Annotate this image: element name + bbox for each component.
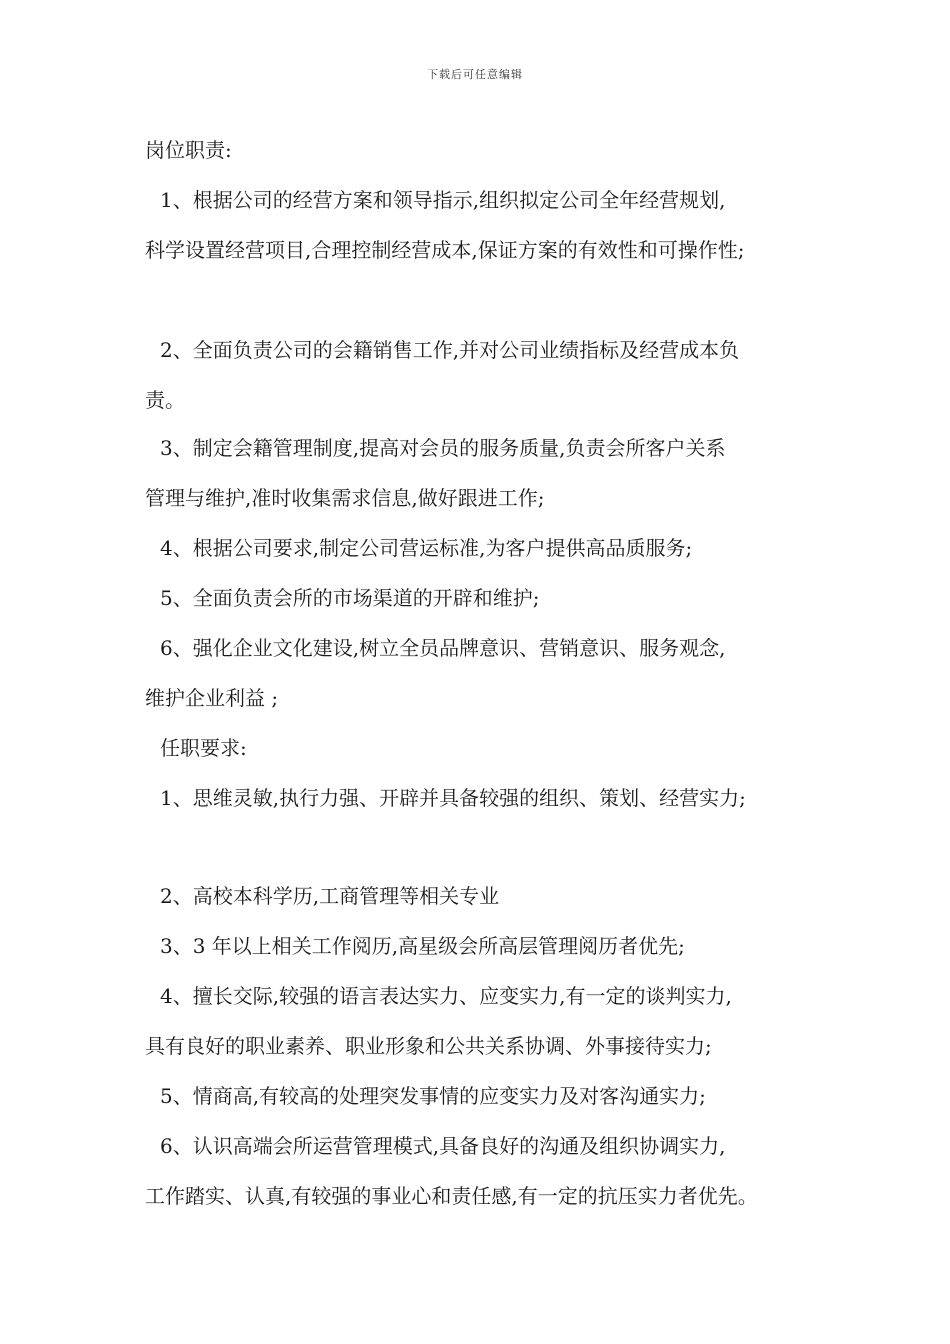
- page-header: 下载后可任意编辑: [427, 68, 523, 81]
- duty-item-1-line-2: 科学设置经营项目,合理控制经营成本,保证方案的有效性和可操作性;: [145, 238, 745, 262]
- requirement-item-6-line-1: 6、认识高端会所运营管理模式,具备良好的沟通及组织协调实力,: [160, 1134, 726, 1158]
- requirement-item-1: 1、思维灵敏,执行力强、开辟并具备较强的组织、策划、经营实力;: [160, 786, 746, 810]
- duty-item-2-line-2: 责。: [145, 388, 185, 412]
- requirement-item-3: 3、3 年以上相关工作阅历,高星级会所高层管理阅历者优先;: [160, 934, 685, 958]
- section-title-requirements: 任职要求:: [160, 736, 247, 760]
- duty-item-2-line-1: 2、全面负责公司的会籍销售工作,并对公司业绩指标及经营成本负: [160, 338, 740, 362]
- duty-item-3-line-1: 3、制定会籍管理制度,提高对会员的服务质量,负责会所客户关系: [160, 436, 726, 460]
- duty-item-6-line-2: 维护企业利益 ;: [145, 686, 279, 710]
- duty-item-5: 5、全面负责会所的市场渠道的开辟和维护;: [160, 586, 540, 610]
- requirement-item-4-line-1: 4、擅长交际,较强的语言表达实力、应变实力,有一定的谈判实力,: [160, 984, 732, 1008]
- duty-item-6-line-1: 6、强化企业文化建设,树立全员品牌意识、营销意识、服务观念,: [160, 636, 726, 660]
- requirement-item-6-line-2: 工作踏实、认真,有较强的事业心和责任感,有一定的抗压实力者优先。: [145, 1184, 758, 1208]
- requirement-item-2: 2、高校本科学历,工商管理等相关专业: [160, 884, 500, 908]
- section-title-duties: 岗位职责:: [145, 138, 232, 162]
- duty-item-1-line-1: 1、根据公司的经营方案和领导指示,组织拟定公司全年经营规划,: [160, 188, 726, 212]
- duty-item-3-line-2: 管理与维护,准时收集需求信息,做好跟进工作;: [145, 486, 545, 510]
- requirement-item-4-line-2: 具有良好的职业素养、职业形象和公共关系协调、外事接待实力;: [145, 1034, 712, 1058]
- duty-item-4: 4、根据公司要求,制定公司营运标准,为客户提供高品质服务;: [160, 536, 693, 560]
- requirement-item-5: 5、情商高,有较高的处理突发事情的应变实力及对客沟通实力;: [160, 1084, 706, 1108]
